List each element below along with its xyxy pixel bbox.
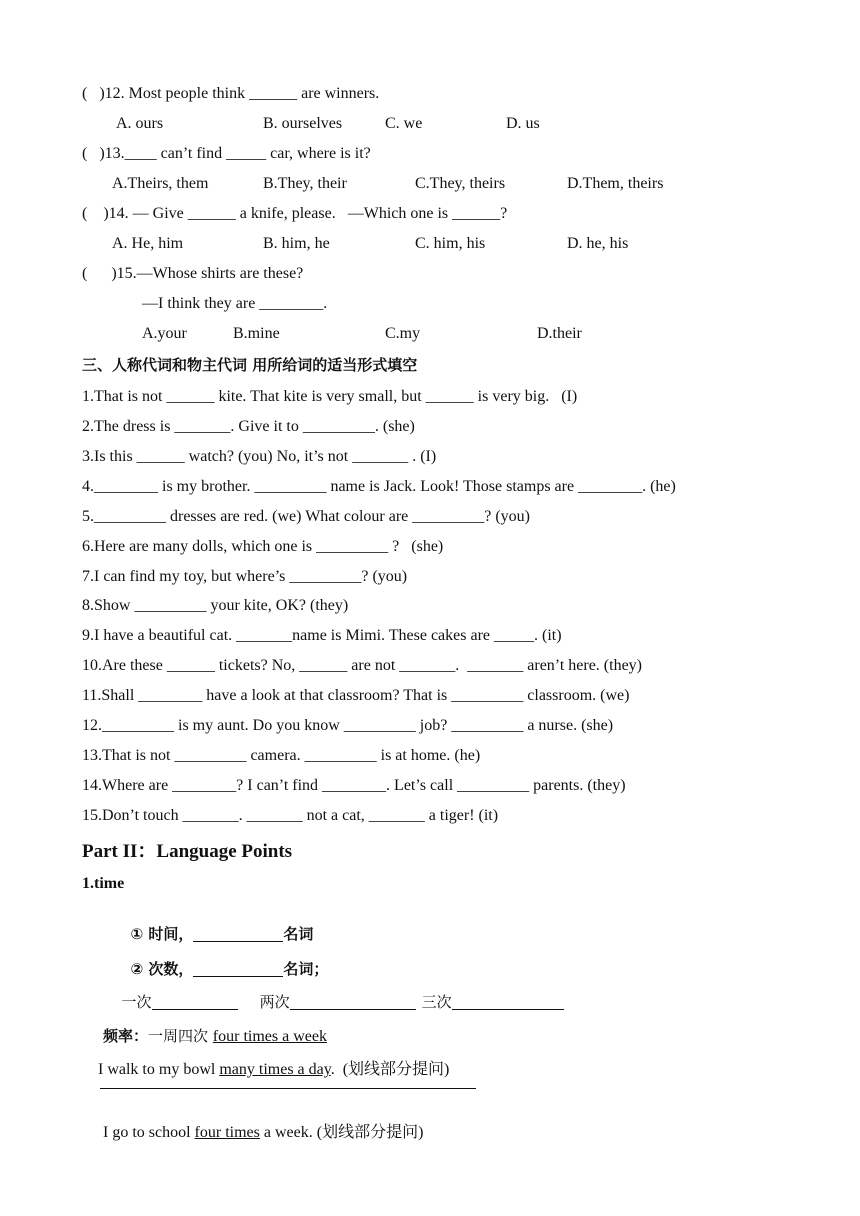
q13-option-a: A.Theirs, them	[112, 175, 209, 192]
q14-option-d: D. he, his	[567, 235, 629, 252]
q15-option-d: D.their	[537, 325, 582, 342]
fill-item: 6.Here are many dolls, which one is _________ ? (she)	[82, 538, 444, 555]
example-1-prefix: I walk to my bowl	[98, 1061, 220, 1078]
fill-item: 3.Is this ______ watch? (you) No, it’s not _______ . (I)	[82, 448, 437, 465]
meaning-1	[120, 904, 313, 944]
fill-item: 11.Shall ________ have a look at that classroom? That is _________ classroom. (we)	[82, 687, 630, 704]
q15-option-b: B.mine	[233, 325, 280, 342]
q14-option-b: B. him, he	[263, 235, 330, 252]
fill-item: 4.________ is my brother. _________ name is Jack. Look! Those stamps are ________. (he)	[82, 478, 676, 495]
q14-option-a: A. He, him	[112, 235, 184, 252]
thrice-label: 三次	[421, 993, 452, 1011]
once-label: 一次	[121, 993, 152, 1011]
frequency-label: 频率：	[103, 1027, 149, 1045]
frequency-chinese: 一周四次	[148, 1027, 213, 1045]
example-2-underlined: four times	[194, 1124, 260, 1141]
q12-option-a: A. ours	[116, 115, 164, 132]
fill-item: 14.Where are ________? I can’t find ________. Let’s call _________ parents. (they)	[82, 777, 626, 794]
meaning-1-prefix: ① 时间，	[130, 925, 194, 943]
fill-item: 1.That is not ______ kite. That kite is very small, but ______ is very big. (I)	[82, 388, 578, 405]
q15-option-a: A.your	[142, 325, 187, 342]
meaning-1-suffix: 名词	[283, 925, 314, 943]
fill-item: 15.Don’t touch _______. _______ not a cat, _______ a tiger! (it)	[82, 807, 499, 824]
q12-option-b: B. ourselves	[263, 115, 343, 132]
q15-option-c: C.my	[385, 325, 421, 342]
example-1-suffix: . (划线部分提问)	[330, 1061, 450, 1078]
subsection-time: 1.time	[82, 875, 125, 892]
fill-item: 5._________ dresses are red. (we) What colour are _________? (you)	[82, 508, 531, 525]
fill-item: 2.The dress is _______. Give it to _________. (she)	[82, 418, 415, 435]
q12-option-d: D. us	[506, 115, 540, 132]
q13-option-d: D.Them, theirs	[567, 175, 664, 192]
answer-line	[100, 1088, 476, 1089]
example-2-prefix: I go to school	[103, 1124, 195, 1141]
meaning-2-prefix: ② 次数，	[130, 960, 194, 978]
question-14-stem: ( )14. — Give ______ a knife, please. —Which one is ______?	[82, 205, 508, 222]
q13-option-c: C.They, theirs	[415, 175, 506, 192]
fill-item: 7.I can find my toy, but where’s _________? (you)	[82, 568, 408, 585]
example-1-underlined: many times a day	[219, 1061, 331, 1078]
part-2-title: Part II：Language Points	[82, 841, 293, 862]
example-2	[95, 1103, 423, 1143]
fill-item: 9.I have a beautiful cat. _______name is Mimi. These cakes are _____. (it)	[82, 627, 562, 644]
q13-option-b: B.They, their	[263, 175, 347, 192]
meaning-2-suffix: 名词；	[283, 960, 329, 978]
fill-item: 12._________ is my aunt. Do you know _________ job? _________ a nurse. (she)	[82, 717, 614, 734]
example-2-suffix: a week. (划线部分提问)	[259, 1124, 424, 1141]
question-15-reply: —I think they are ________.	[142, 295, 328, 312]
fill-item: 8.Show _________ your kite, OK? (they)	[82, 597, 349, 614]
example-1	[90, 1040, 449, 1080]
question-15-stem: ( )15.—Whose shirts are these?	[82, 265, 304, 282]
section-3-title: 三、人称代词和物主代词 用所给词的适当形式填空	[82, 356, 418, 374]
question-12-stem: ( )12. Most people think ______ are winners.	[82, 85, 380, 102]
frequency-english: four times a week	[212, 1028, 327, 1045]
fill-item: 13.That is not _________ camera. _________ is at home. (he)	[82, 747, 481, 764]
thrice-blank	[452, 993, 564, 1010]
fill-item: 10.Are these ______ tickets? No, ______ are not _______. _______ aren’t here. (they)	[82, 657, 643, 674]
q12-option-c: C. we	[385, 115, 423, 132]
twice-label: 两次	[259, 993, 290, 1011]
question-13-stem: ( )13.____ can’t find _____ car, where is it?	[82, 145, 371, 162]
q14-option-c: C. him, his	[415, 235, 486, 252]
